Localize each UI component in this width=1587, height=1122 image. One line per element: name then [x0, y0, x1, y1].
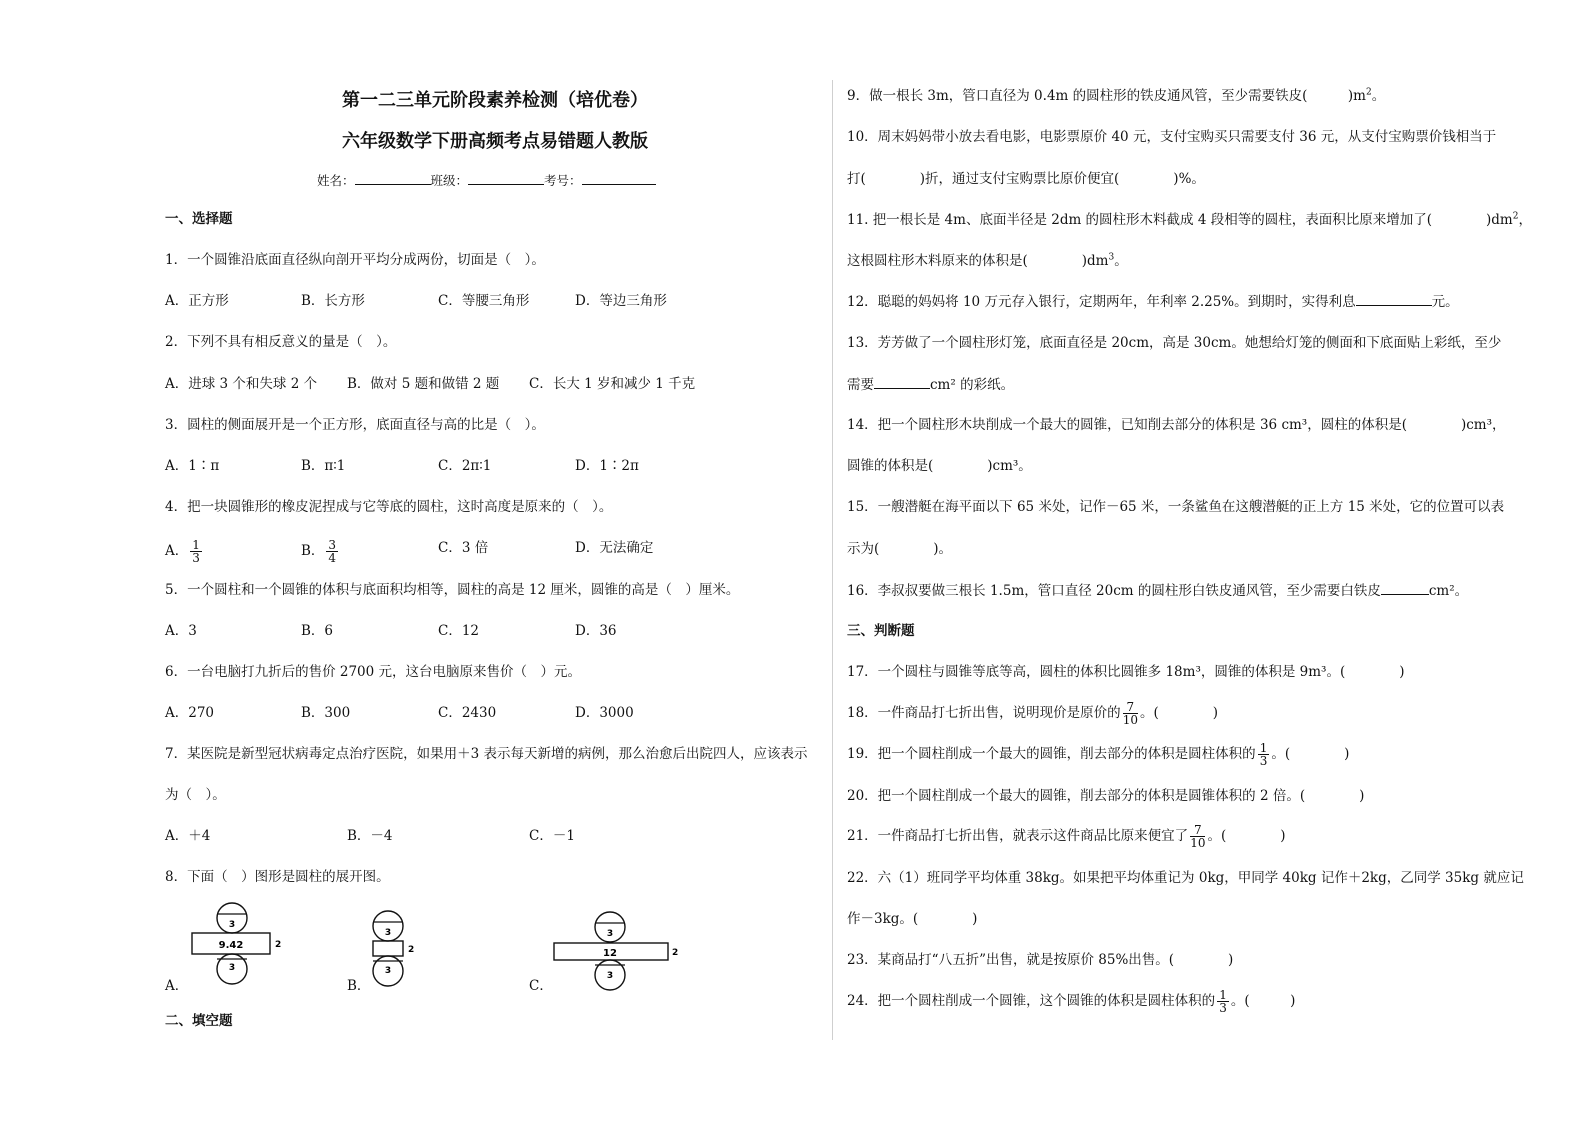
question-5: 5．一个圆柱和一个圆锥的体积与底面积均相等，圆柱的高是 12 厘米，圆锥的高是（ ）厘米。	[165, 582, 740, 598]
question-11-line2: 这根圆柱形木料原来的体积是( )$dm^3$。	[847, 252, 1128, 269]
section-fill-heading: 二、填空题	[165, 1013, 233, 1029]
numerator: 7	[1123, 701, 1138, 714]
exam-subtitle: 六年级数学下册高频考点易错题人教版	[342, 131, 648, 152]
exam-number-label: 考号：	[544, 173, 582, 188]
height-label: 2	[408, 945, 415, 955]
question-text: 11. 把一根长是 4m、底面半径是 2dm 的圆柱形木料截成 4 段相等的圆柱，表面积比原来增加了( )dm	[847, 212, 1513, 228]
question-text: 18．一件商品打七折出售，说明现价是原价的	[847, 705, 1121, 721]
denominator: 3	[1259, 754, 1268, 768]
option[interactable]: B．	[347, 978, 371, 994]
fraction	[190, 539, 202, 564]
question-23: 23．某商品打“八五折”出售，就是按原价 85%出售。( )	[847, 952, 1234, 968]
option-label: A．	[165, 543, 189, 559]
question-1: 1．一个圆锥沿底面直径纵向剖开平均分成两份，切面是（ ）。	[165, 252, 545, 268]
question-22-line2: 作－3kg。( )	[847, 911, 978, 927]
class-field[interactable]	[468, 171, 544, 185]
question-text: 。( )	[1230, 993, 1296, 1009]
name-label: 姓名：	[317, 173, 355, 188]
question-6: 6．一台电脑打九折后的售价 2700 元，这台电脑原来售价（ ）元。	[165, 664, 582, 680]
circle-label: 3	[384, 928, 392, 938]
question-text: 9．做一根长 3m，管口直径为 0.4m 的圆柱形的铁皮通风管，至少需要铁皮( )	[847, 88, 1354, 104]
denominator: 4	[328, 551, 337, 565]
question-9: 9．做一根长 3m，管口直径为 0.4m 的圆柱形的铁皮通风管，至少需要铁皮( )$m^2$。	[847, 87, 1386, 104]
rect-label: 9.42	[218, 940, 244, 951]
option-c[interactable]: C．3 倍	[438, 540, 489, 556]
option-b[interactable]	[301, 539, 340, 564]
question-20: 20．把一个圆柱削成一个最大的圆锥，削去部分的体积是圆锥体积的 2 倍。( )	[847, 788, 1365, 804]
denominator: 10	[1190, 836, 1206, 850]
option[interactable]: C．	[529, 978, 553, 994]
exam-number-field[interactable]	[582, 171, 656, 185]
option[interactable]: B．300	[301, 705, 351, 721]
question-text: 16．李叔叔要做三根长 1.5m，管口直径 20cm 的圆柱形白铁皮通风管，至少需要白铁皮	[847, 583, 1381, 599]
option[interactable]: C．长大 1 岁和减少 1 千克	[529, 376, 696, 392]
question-text: 21．一件商品打七折出售，就表示这件商品比原来便宜了	[847, 828, 1189, 844]
question-22-line1: 22．六（1）班同学平均体重 38kg。如果把平均体重记为 0kg，甲同学 40kg 记作＋2kg，乙同学 35kg 就应记	[847, 870, 1524, 886]
question-8: 8．下面（ ）图形是圆柱的展开图。	[165, 869, 390, 885]
option[interactable]: A．3	[165, 623, 197, 639]
question-text: 。( )	[1139, 705, 1219, 721]
question-15-line2: 示为( )。	[847, 541, 953, 557]
question-17: 17．一个圆柱与圆锥等底等高，圆柱的体积比圆锥多 18m³，圆锥的体积是 9m³。( )	[847, 664, 1405, 680]
option[interactable]: B．长方形	[301, 293, 365, 309]
circle-label: 3	[606, 971, 614, 981]
numerator: 3	[328, 538, 337, 552]
student-info-row	[317, 171, 656, 190]
denominator: 3	[192, 551, 200, 565]
question-14-line1: 14．把一个圆柱形木块削成一个最大的圆锥，已知削去部分的体积是 36 cm³，圆柱的体积是( )cm³，	[847, 417, 1506, 433]
circle-label: 3	[606, 929, 614, 939]
numerator: 1	[192, 538, 200, 552]
column-divider	[832, 80, 833, 1040]
net-rectangle	[373, 941, 403, 956]
question-2: 2．下列不具有相反意义的量是（ ）。	[165, 334, 397, 350]
option-d[interactable]: D．无法确定	[575, 540, 654, 556]
cylinder-net-figure-b	[368, 910, 420, 988]
question-7-line2: 为（ ）。	[165, 787, 226, 803]
class-label: 班级：	[430, 173, 469, 188]
question-text: 需要	[847, 377, 874, 393]
option[interactable]: B．6	[301, 623, 334, 639]
fraction	[1190, 824, 1205, 849]
circle-label: 3	[228, 920, 236, 930]
height-label: 2	[672, 948, 679, 958]
fraction	[1258, 742, 1270, 767]
question-24	[847, 986, 1295, 1016]
question-12	[847, 292, 1459, 311]
option[interactable]: A．	[165, 978, 189, 994]
question-19	[847, 739, 1349, 769]
question-text: 这根圆柱形木料原来的体积是( )dm	[847, 253, 1109, 269]
option[interactable]: A．＋4	[165, 828, 211, 844]
question-text: cm² 的彩纸。	[930, 377, 1015, 393]
question-21	[847, 821, 1286, 851]
question-text: 。( )	[1271, 746, 1350, 762]
question-13-line2	[847, 375, 1014, 394]
option[interactable]: C．等腰三角形	[438, 293, 530, 309]
option[interactable]: A．270	[165, 705, 215, 721]
section-judge-heading: 三、判断题	[847, 623, 915, 639]
fraction	[326, 539, 338, 564]
circle-label: 3	[384, 966, 392, 976]
question-7-line1: 7．某医院是新型冠状病毒定点治疗医院，如果用＋3 表示每天新增的病例，那么治愈后出院四人，应该表示	[165, 746, 808, 762]
option[interactable]: B．－4	[347, 828, 393, 844]
option[interactable]: C．2π∶1	[438, 458, 492, 474]
section-choice-heading: 一、选择题	[165, 211, 233, 227]
option[interactable]: B．做对 5 题和做错 2 题	[347, 376, 500, 392]
option[interactable]: C．12	[438, 623, 480, 639]
option[interactable]: C．2430	[438, 705, 497, 721]
option[interactable]: B．π∶1	[301, 458, 346, 474]
unit: cm²。	[1428, 583, 1469, 599]
question-text: 12．聪聪的妈妈将 10 万元存入银行，定期两年，年利率 2.25%。到期时，实得利息	[847, 294, 1356, 310]
cylinder-net-figure-a	[186, 900, 282, 990]
rect-label: 12	[603, 948, 617, 959]
unit: 元。	[1431, 294, 1459, 310]
option[interactable]: A．1∶π	[165, 458, 220, 474]
option-label: B．	[301, 543, 325, 559]
question-16	[847, 581, 1468, 600]
unit: m	[1353, 88, 1366, 104]
question-18	[847, 698, 1218, 728]
option[interactable]: D．36	[575, 623, 617, 639]
exam-title: 第一二三单元阶段素养检测（培优卷）	[342, 90, 648, 111]
fraction	[1123, 701, 1138, 726]
denominator: 3	[1219, 1001, 1227, 1015]
option[interactable]: D．1∶2π	[575, 458, 639, 474]
option[interactable]: C．－1	[529, 828, 575, 844]
option[interactable]: D．等边三角形	[575, 293, 667, 309]
name-field[interactable]	[355, 171, 431, 185]
question-13-line1: 13．芳芳做了一个圆柱形灯笼，底面直径是 20cm，高是 30cm。她想给灯笼的侧面和下底面贴上彩纸，至少	[847, 335, 1502, 351]
circle-label: 3	[228, 963, 236, 973]
question-text: 24．把一个圆柱削成一个圆锥，这个圆锥的体积是圆柱体积的	[847, 993, 1216, 1009]
numerator: 7	[1190, 824, 1205, 837]
height-label: 2	[275, 940, 282, 950]
fraction	[1217, 989, 1229, 1014]
numerator: 1	[1259, 741, 1268, 755]
question-text: 。( )	[1207, 828, 1286, 844]
question-11-line1: 11. 把一根长是 4m、底面半径是 2dm 的圆柱形木料截成 4 段相等的圆柱，表面积比原来增加了( )$dm^2$，	[847, 211, 1532, 228]
answer-blank[interactable]	[1356, 292, 1432, 306]
question-10-line2: 打( )折，通过支付宝购票比原价便宜( )%。	[847, 171, 1205, 187]
question-15-line1: 15．一艘潜艇在海平面以下 65 米处，记作－65 米，一条鲨鱼在这艘潜艇的正上方 15 米处，它的位置可以表	[847, 499, 1505, 515]
denominator: 10	[1122, 713, 1138, 727]
cylinder-net-figure-c	[550, 910, 680, 992]
numerator: 1	[1219, 988, 1227, 1002]
option-a[interactable]	[165, 539, 204, 564]
question-14-line2: 圆锥的体积是( )cm³。	[847, 458, 1032, 474]
answer-blank[interactable]	[1381, 581, 1429, 595]
option[interactable]: A．进球 3 个和失球 2 个	[165, 376, 318, 392]
option[interactable]: A．正方形	[165, 293, 229, 309]
question-10-line1: 10．周末妈妈带小放去看电影，电影票原价 40 元，支付宝购买只需要支付 36 元，从支付宝购票价钱相当于	[847, 129, 1497, 145]
question-3: 3．圆柱的侧面展开是一个正方形，底面直径与高的比是（ ）。	[165, 417, 545, 433]
option[interactable]: D．3000	[575, 705, 634, 721]
answer-blank[interactable]	[874, 375, 930, 389]
question-4: 4．把一块圆锥形的橡皮泥捏成与它等底的圆柱，这时高度是原来的（ ）。	[165, 499, 613, 515]
question-text: 19．把一个圆柱削成一个最大的圆锥，削去部分的体积是圆柱体积的	[847, 746, 1256, 762]
